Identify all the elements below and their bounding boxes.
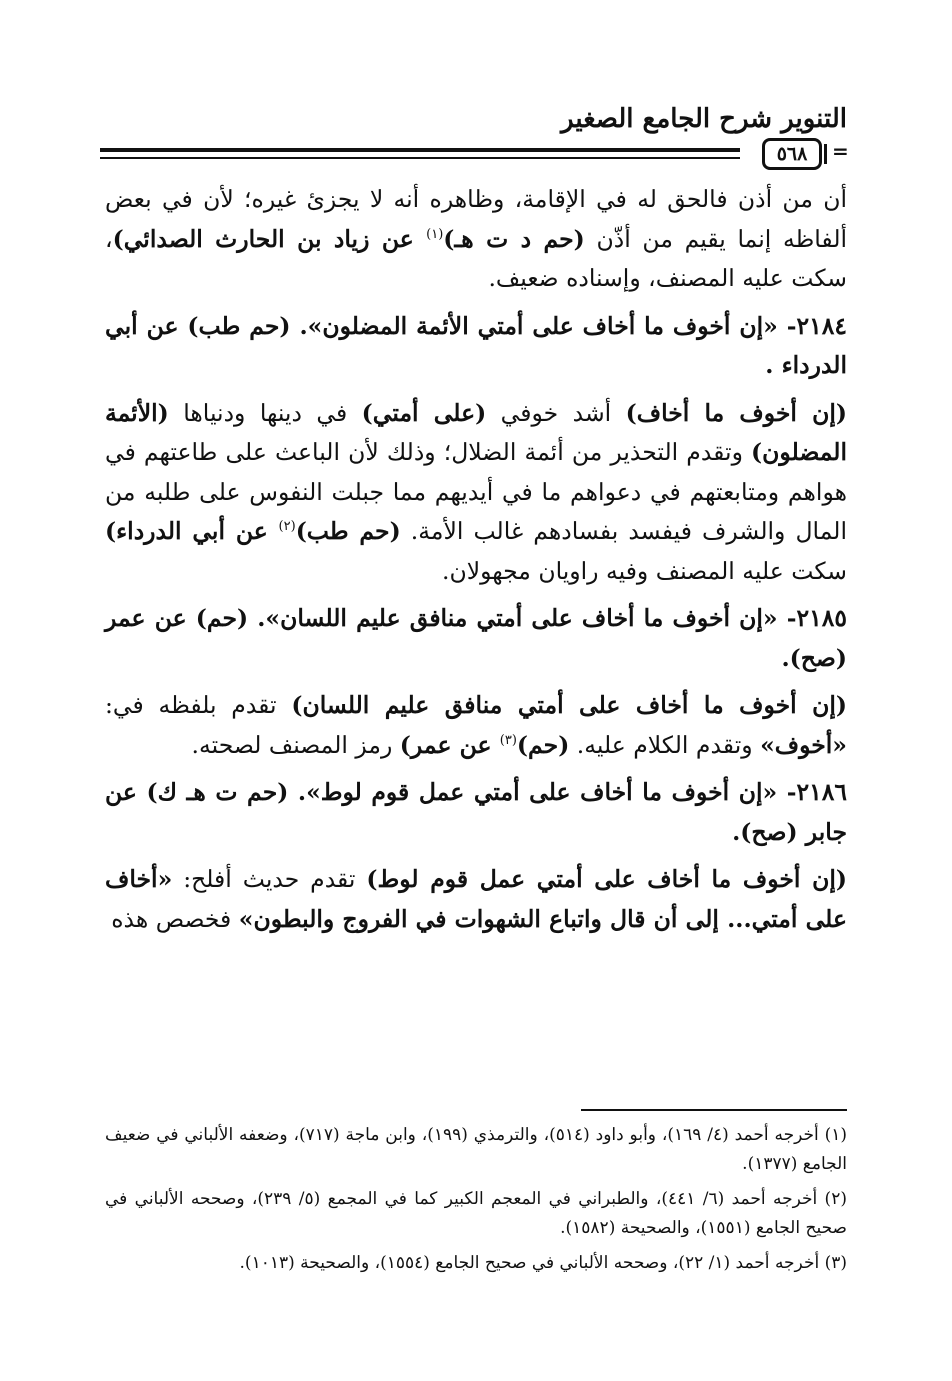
- paragraph-4: [105, 860, 847, 939]
- narrator: عن عمر): [399, 730, 500, 759]
- source-code: (حم): [516, 730, 570, 759]
- paragraph-3: [105, 686, 847, 765]
- quote: (إن أخوف ما أخاف): [625, 398, 848, 427]
- hadith-2186: ٢١٨٦- «إن أخوف ما أخاف على أمتي عمل قوم لوط». (حم ت هـ ك) عن جابر (صح).: [105, 778, 847, 846]
- source-code: (حم طب): [295, 517, 401, 545]
- text: أن من أذن فالحق له في الإقامة، وظاهره أنه لا يجزئ غيره؛ لأن في بعض ألفاظه إنما يقيم من أذّن: [105, 185, 848, 253]
- quote: (إن أخوف ما أخاف على أمتي عمل قوم لوط): [366, 865, 847, 893]
- main-text: [105, 180, 847, 941]
- header-rule-thick: [100, 148, 740, 152]
- text: وتقدم الكلام عليه.: [569, 730, 761, 759]
- text: تقدم حديث أفلح:: [172, 865, 367, 893]
- footnote-2: (٢) أخرجه أحمد (٦/ ٤٤١)، والطبراني في المعجم الكبير كما في المجمع (٥/ ٢٣٩)، وصححه الألباني في صحيح الجامع (١٥٥١)، والصحيحة (١٥٨٢).: [105, 1189, 847, 1238]
- footnote-1: (١) أخرجه أحمد (٤/ ١٦٩)، وأبو داود (٥١٤)، والترمذي (١٩٩)، وابن ماجة (٧١٧)، وضعفه الألباني في ضعيف الجامع (١٣٧٧).: [105, 1125, 847, 1174]
- narrator: عن أبي الدرداء): [105, 517, 279, 545]
- text: ، سكت عليه المصنف، وإسناده ضعيف.: [105, 224, 847, 292]
- running-title: التنوير شرح الجامع الصغير: [561, 104, 847, 134]
- paragraph-1: [105, 180, 847, 299]
- footnote-3: (٣) أخرجه أحمد (١/ ٢٢)، وصححه الألباني في صحيح الجامع (١٥٥٤)، والصحيحة (١٠١٣).: [239, 1253, 847, 1273]
- paragraph-2: [105, 394, 847, 592]
- text: فخصص هذه: [111, 904, 239, 933]
- text: أشد خوفي: [486, 398, 626, 427]
- footnote-ref-1[interactable]: (١): [426, 226, 444, 242]
- header-rule-thin: [100, 157, 740, 159]
- quote: (الأئمة المضلون): [105, 398, 847, 466]
- text: وتقدم التحذير من أئمة الضلال؛ وذلك لأن الباعث على طاعتهم في هواهم ومتابعتهم في دعواهم ما في أيديهم مما جبلت النفوس على طلبه من المال والشرف فيفسد بفسادهم غالب الأمة.: [105, 438, 847, 545]
- hadith-2185: ٢١٨٥- «إن أخوف ما أخاف على أمتي منافق عليم اللسان». (حم) عن عمر (صح).: [105, 604, 847, 672]
- source-code: (حم د ت هـ): [443, 224, 585, 253]
- text: في دينها ودنياها: [168, 398, 362, 427]
- hadith-2184: ٢١٨٤- «إن أخوف ما أخاف على أمتي الأئمة المضلون». (حم طب) عن أبي الدرداء .: [105, 311, 847, 379]
- text: سكت عليه المصنف وفيه راويان مجهولان.: [442, 556, 847, 585]
- header-mark: =: [832, 139, 849, 163]
- quote: (إن أخوف ما أخاف على أمتي منافق عليم اللسان): [291, 691, 847, 719]
- footnote-ref-3[interactable]: (٣): [499, 732, 517, 748]
- text: رمز المصنف لصحته.: [191, 730, 400, 759]
- page-number: ٥٦٨: [762, 138, 822, 170]
- footnote-ref-2[interactable]: (٢): [278, 519, 296, 535]
- narrator: عن زياد بن الحارث الصدائي): [112, 224, 427, 253]
- quote: «أخاف على أمتي... إلى أن قال واتباع الشهوات في الفروج والبطون»: [105, 865, 847, 933]
- quote: (على أمتي): [361, 398, 487, 427]
- quote: «أخوف»: [760, 730, 847, 759]
- footnote-separator: [581, 1109, 847, 1111]
- footnotes: [105, 1121, 847, 1284]
- text: تقدم بلفظه في:: [105, 691, 292, 719]
